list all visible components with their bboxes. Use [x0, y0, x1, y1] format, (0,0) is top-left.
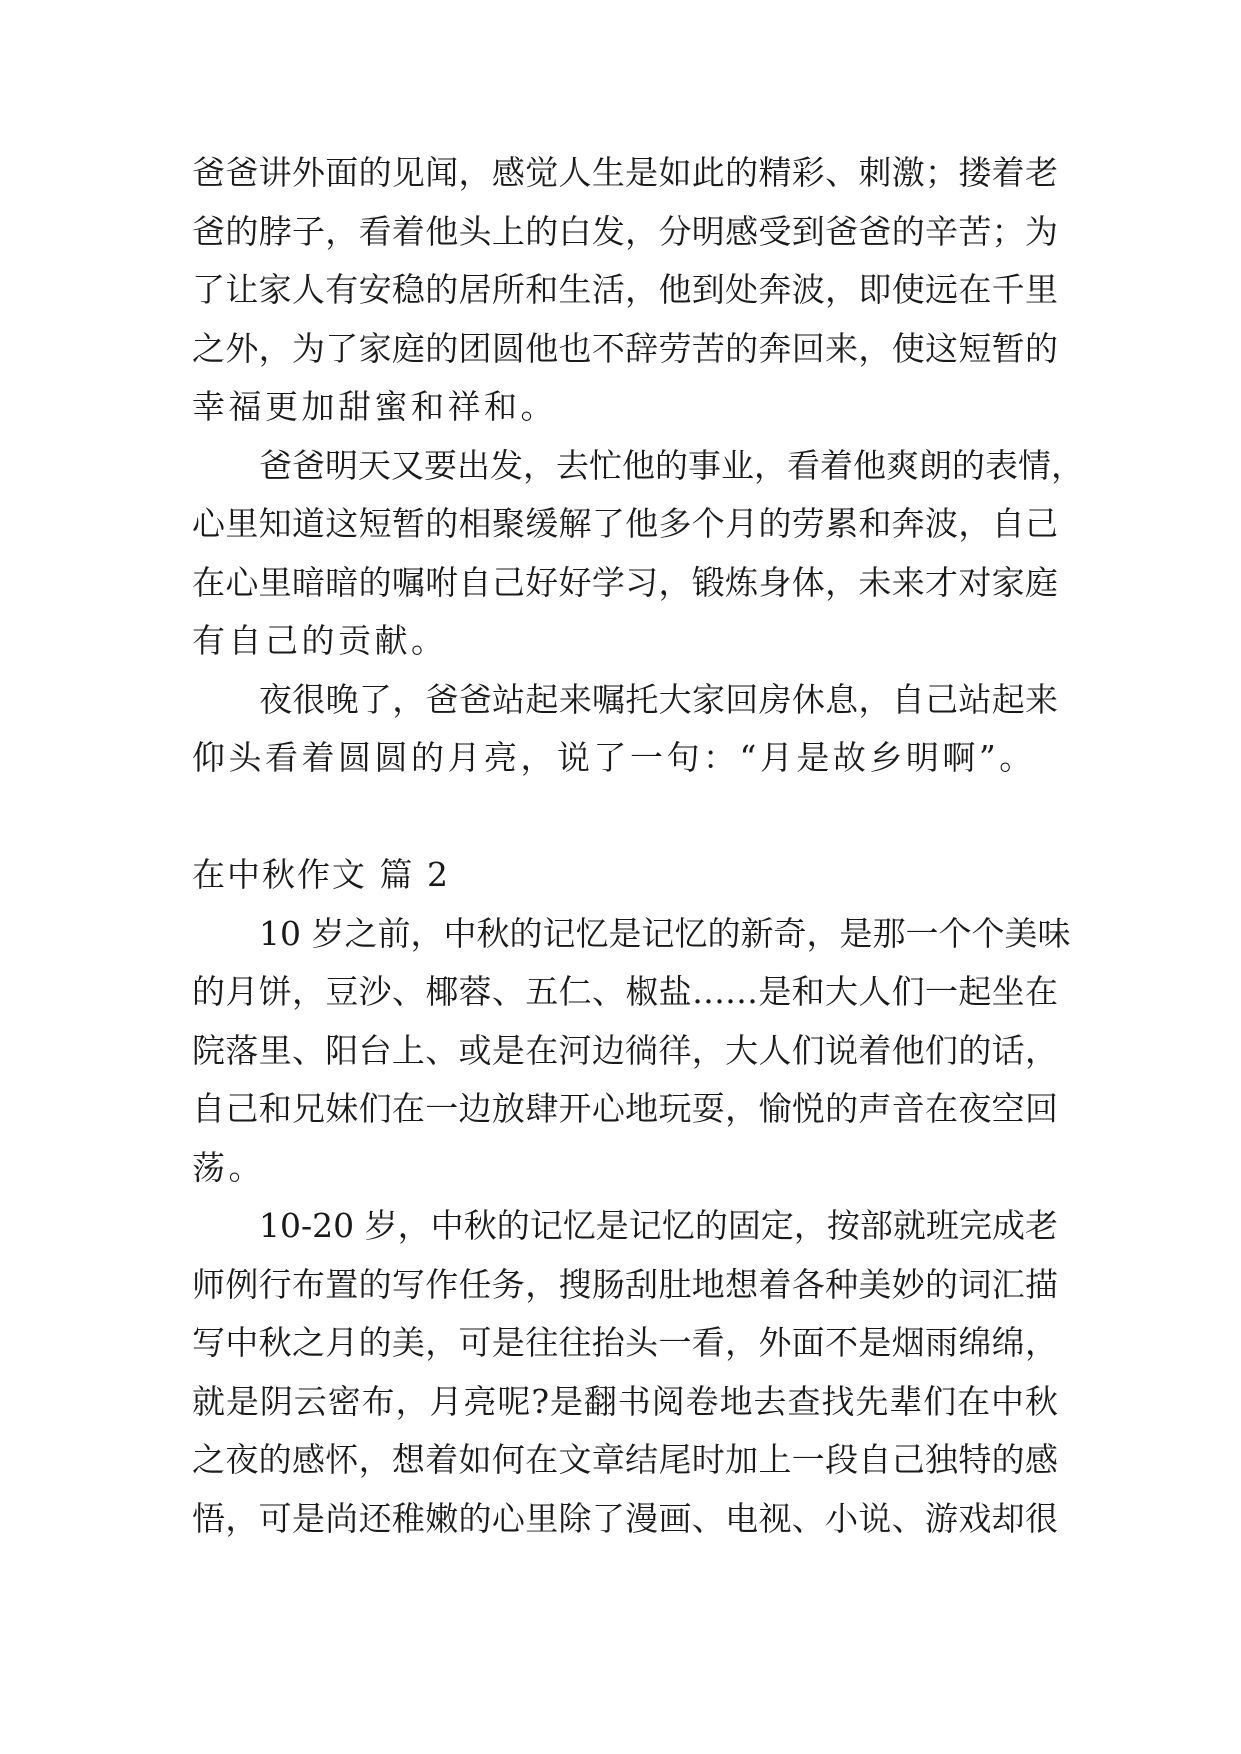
- text-line: 幸福更加甜蜜和祥和。: [192, 387, 557, 426]
- text-line: 之外，为了家庭的团圆他也不辞劳苦的奔回来，使这短暂的: [192, 329, 1058, 368]
- text-line: 写中秋之月的美，可是往往抬头一看，外面不是烟雨绵绵，: [192, 1323, 1058, 1362]
- text-line: 了让家人有安稳的居所和生活，他到处奔波，即使远在千里: [192, 270, 1058, 309]
- text-line: 夜很晚了，爸爸站起来嘱托大家回房休息，自己站起来: [259, 680, 1058, 719]
- text-line: 自己和兄妹们在一边放肆开心地玩耍，愉悦的声音在夜空回: [192, 1089, 1058, 1128]
- text-line: 仰头看着圆圆的月亮，说了一句：“月是故乡明啊”。: [192, 738, 1036, 777]
- text-line: 爸的脖子，看着他头上的白发，分明感受到爸爸的辛苦；为: [192, 212, 1058, 251]
- text-line: 爸爸明天又要出发，去忙他的事业，看着他爽朗的表情，: [259, 446, 1084, 485]
- text-line: 爸爸讲外面的见闻，感觉人生是如此的精彩、刺激；搂着老: [192, 153, 1058, 192]
- text-line: 就是阴云密布，月亮呢?是翻书阅卷地去查找先辈们在中秋: [192, 1382, 1058, 1421]
- text-line: 之夜的感怀，想着如何在文章结尾时加上一段自己独特的感: [192, 1440, 1058, 1479]
- text-line: 心里知道这短暂的相聚缓解了他多个月的劳累和奔波，自己: [192, 504, 1058, 543]
- text-line: 院落里、阳台上、或是在河边徜徉，大人们说着他们的话，: [192, 1031, 1058, 1070]
- text-line: 悟，可是尚还稚嫩的心里除了漫画、电视、小说、游戏却很: [192, 1499, 1058, 1538]
- section-heading: 在中秋作文 篇 2: [192, 855, 450, 894]
- text-line: 的月饼，豆沙、椰蓉、五仁、椒盐……是和大人们一起坐在: [192, 972, 1058, 1011]
- text-line: 在心里暗暗的嘱咐自己好好学习，锻炼身体，未来才对家庭: [192, 563, 1058, 602]
- text-line: 荡。: [192, 1148, 265, 1187]
- text-line: 10-20 岁，中秋的记忆是记忆的固定，按部就班完成老: [259, 1206, 1058, 1245]
- text-line: 师例行布置的写作任务，搜肠刮肚地想着各种美妙的词汇描: [192, 1265, 1058, 1304]
- text-line: 10 岁之前，中秋的记忆是记忆的新奇，是那一个个美味: [259, 914, 1071, 953]
- text-line: 有自己的贡献。: [192, 621, 448, 660]
